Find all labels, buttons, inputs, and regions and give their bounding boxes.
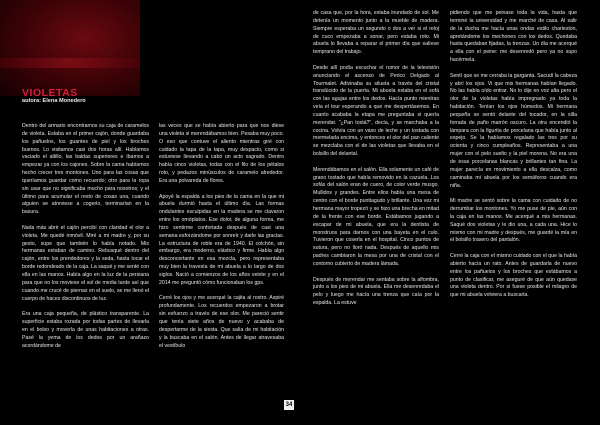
article-author: autora: Elena Monedero — [22, 98, 86, 104]
header-photo — [0, 0, 140, 96]
paragraph: Merendábamos en el salón. Ella solamente un café de grano tostado que había removido en la cazuela. Los sofás del salón eran de cuero, de color verde musgo. Mullidos y grandes. Entre ellos había una mesa de centro con el borde puntiagudo y brillante. Una vez mi hermana mayor tropezó y se hizo una brecha en mitad de la frente con ese borde. Estábamos jugando a escapar de mi abuela, que era la dentista de monstruos para darnos con una bayeta en el culo. Tuvieron que coserla en el hospital. Cinco puntos de sutura, pero no lloró nada. Después de aquello mis padres cambiaron la mesa por una de cristal con el contorno cubierto de madera lámada. — [313, 166, 439, 267]
paragraph: Desde allí podía escuchar el rumor de la televisión anunciando el ascenso de Perico Delgado al Tourmalet. Adivinaba su silueta a través del cristal translúcido de la puerta. Mi abuela estaba en el sofá con las agujas entre los dedos. Hacía punto mientras veía el tour esperando a que me despertásemos. En cuanto acababa la etapa me preguntaba si quería merendar. "¿Pan tostá?", decía, y se marchaba a la cocina. Volvía con un vaso de leche y un tostada con mermelada encima, y entonces el olor del pan caliente se mezclaba con el de las violetas que llevaba en el bolsillo del delantal. — [313, 64, 439, 158]
text-column-4 — [450, 10, 577, 300]
paragraph: las veces que se había abierto para que nos diese una violeta si merendábamos bien. Pesaba muy poco. O eso que contuve el aliento mientras giré con cuidado la tapa de la tapa, muy despacio, como si estuviese llevando a cabo un acto sagrado. Dentro había cinco violetas, todas con el filo de los pétalos roto, y pedazos minúsculos de caramelo alrededor. Era una polvareda de flores. — [159, 123, 284, 184]
page-number: 34 — [285, 402, 293, 408]
paragraph: Mi madre se sentó sobre la cama con cuidado de no derrumbar los montones. Yo me puse de pie, aún con la caja en las manos. Me acerqué a mis hermanas. Saqué dos violetas y le dio una, a cada una. Hice lo mismo con mi madre y después, me guardé la mía en el bolsillo trasero del pantalón. — [450, 198, 577, 244]
text-column-2 — [159, 123, 284, 350]
paragraph: Dentro del armario encontramos su caja de caramelos de violeta. Estaba en el primer cajón, donde guardaba los pañuelos, los guantes de piel y los broches buenos. Lo visitamos casi dos horas allí. Hablamos vaciado el altillo, las baldas superiores e íbamos a empezar ya con los cajones. Sobre la cama habíamos hecho crecer tres montones. Uno para las cosas que queríamos guardar como recuerdo; otro para la ropa sin usar que no significaba mucho para nosotros; y el último para acumular el resto de cosas una, cuando alguien se atreviese a cogerlo, terminarían en la basura. — [22, 123, 149, 216]
paragraph: Cerré la caja con el mismo cuidado con el que la había abierto hacía un rato. Antes de guardarla de nuevo entre los pañuelos y los broches que estábamos a punto de clasificar, me aseguré de que aún quedase una violeta dentro. Por si fuese posible el milagro de que mi abuela volviera a buscarla. — [450, 253, 577, 299]
paragraph: Apoyé la espalda a los pies de la cama en la que mi abuela durmió hasta el último día. Las formas ondulantes esculpidas en la madera se me clavaron entre los omóplatos. Ese dolor, de alguna forma, me hizo sentirme confortada después de casi una semana esforzándome por sonreír y darle las gracias. La estructura de roble era de 1940. El colchón, sin embargo, era moderno, elástico y firme. Había algo desconcertante en esa mezcla, pero representaba muy bien la travesía de mi abuela a lo largo de dos siglos. Nació a comienzos de los años veinte y en el 2014 me preguntó cómo funcionaban los gps. — [159, 193, 284, 286]
paragraph: Después de merendar me sentaba sobre la alfombra, junto a los pies de mi abuela. Ella me desenredaba el pelo y luego me hacía una trenza que caía por la espalda. La estuve — [313, 276, 439, 307]
photo-band — [0, 58, 140, 68]
paragraph: de casa que, por la hora, estaba inundado de sol. Me detenía un momento junto a la mueble de madera. Siempre esperaba un segundo o dos a ver si el reloj de cuco empezaba a sonar, pero estaba roto. Mi abuela lo llevaba a reparar el primer día que salíese temprano del trabajo. — [313, 10, 439, 56]
paragraph: pidiendo que me peinase toda la vida, hasta que terminé la universidad y me marché de casa. Al salir de la ducha me hacía unas ondas estilo charleston, apretándome los mechones con los dedos. Quedaba hasta quedaban fijadas, la trenzas. Un día me acerqué a ella con el peine: me desenredó pero ya no supo hacérmela. — [450, 10, 577, 64]
paragraph: Sentí que se me cerraba la garganta. Sacudí la cabeza y abrí los ojos. Vi que mis hermanas habían llegado. No las había oído entrar. No lo dije en voz alta pero el olor de la violetas había impregnado ya toda la habitación. Tenían los ojos húmedos. Mi hermana pequeña se sentó delante del tocador, en la silla forrada de paño marrón oscuro. La otra encendió la lámpara con la figurita de porcelana que había junto al espejo. Se la habíamos regalado las tres por su octenta y cinco cumpleaños. Representaba a una mujer con el pelo suelto y la piel morena. No era una de esas porcelanas blancas y brillantes tan fina. La mujer parecía en movimiento a ella descalza, como caminaba mi abuela por los semáforos cuando era niña. — [450, 72, 577, 189]
text-column-1 — [22, 123, 149, 350]
article-title: VIOLETAS — [22, 87, 78, 99]
paragraph: Cerré los ojos y me acerqué la cajita al rostro. Aspiré profundamente. Los recuerdos empezaron a brotar sin esfuerzo a través de ese olor. Me pareció sentir que tenía siete años de nuevo y acababa de despertarme de la siesta. Que salía de mi habitación y la buscaba en el salón. Antes de llegar atravesaba el vestíbulo — [159, 295, 284, 349]
paragraph: Era una caja pequeña, de plástico transparente. La superficie estaba rozada por todas partes de llevarla en el bolso y moverla de unas habitaciones a otras. Pasé la yema de los dedos por un arañazo acordándome de — [22, 311, 149, 349]
text-column-3 — [313, 10, 439, 308]
paragraph: Nada más abrir el cajón percibí con claridad el olor a violeta. Me quedé inmóvil. Miré a mi madre y, por su gesto, supe que también lo había notado. Mis hermanas estaban de camino. Rebusqué dentro del cajón, entre los prendedores y la seda, hasta tocar el borde redondeado de la caja. La saqué y me senté con ella en las manos. Había algo en la luz de la persiana para que no los moviese el sol de media tarde así que cuando me crucé de piernas en el suelo, se me llenó el cuerpo de haces discontinuos de luz. — [22, 224, 149, 302]
